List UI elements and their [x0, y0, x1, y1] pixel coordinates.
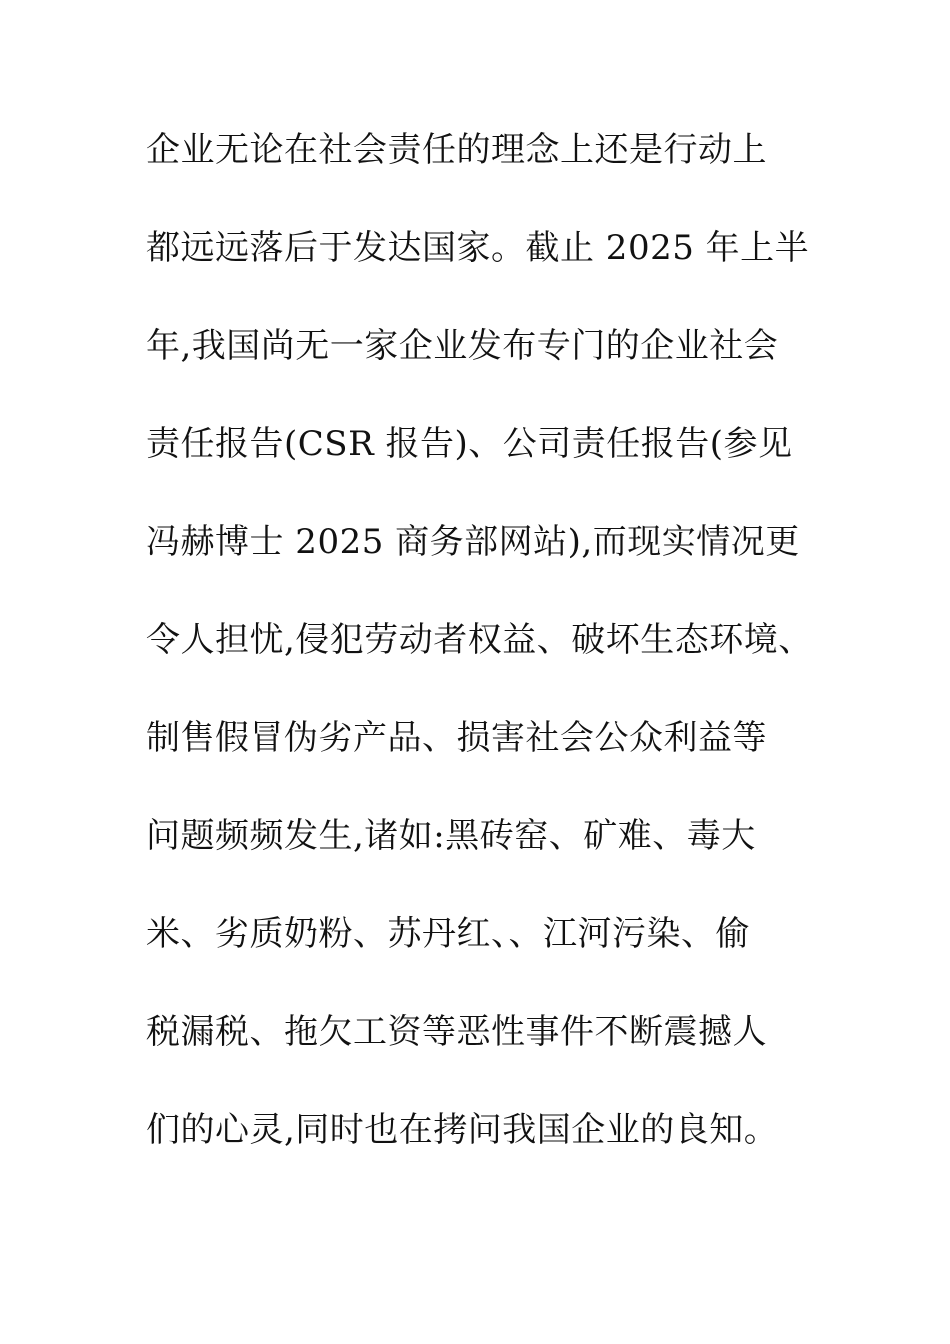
paragraph-line: 责任报告(CSR 报告)、公司责任报告(参见: [146, 424, 793, 464]
paragraph-line: 冯赫博士 2025 商务部网站),而现实情况更: [146, 522, 800, 562]
paragraph-line: 都远远落后于发达国家。截止 2025 年上半: [146, 228, 810, 268]
paragraph-line: 们的心灵,同时也在拷问我国企业的良知。: [146, 1110, 779, 1150]
paragraph-line: 年,我国尚无一家企业发布专门的企业社会: [146, 326, 779, 366]
paragraph-line: 制售假冒伪劣产品、损害社会公众利益等: [146, 718, 767, 758]
paragraph-line: 税漏税、拖欠工资等恶性事件不断震撼人: [146, 1012, 767, 1052]
paragraph-line: 企业无论在社会责任的理念上还是行动上: [146, 130, 767, 170]
body-paragraph: [146, 126, 846, 1204]
paragraph-line: 令人担忧,侵犯劳动者权益、破坏生态环境、: [146, 620, 813, 660]
paragraph-line: 米、劣质奶粉、苏丹红、、江河污染、偷: [146, 914, 750, 954]
paragraph-line: 问题频频发生,诸如:黑砖窑、矿难、毒大: [146, 816, 756, 856]
